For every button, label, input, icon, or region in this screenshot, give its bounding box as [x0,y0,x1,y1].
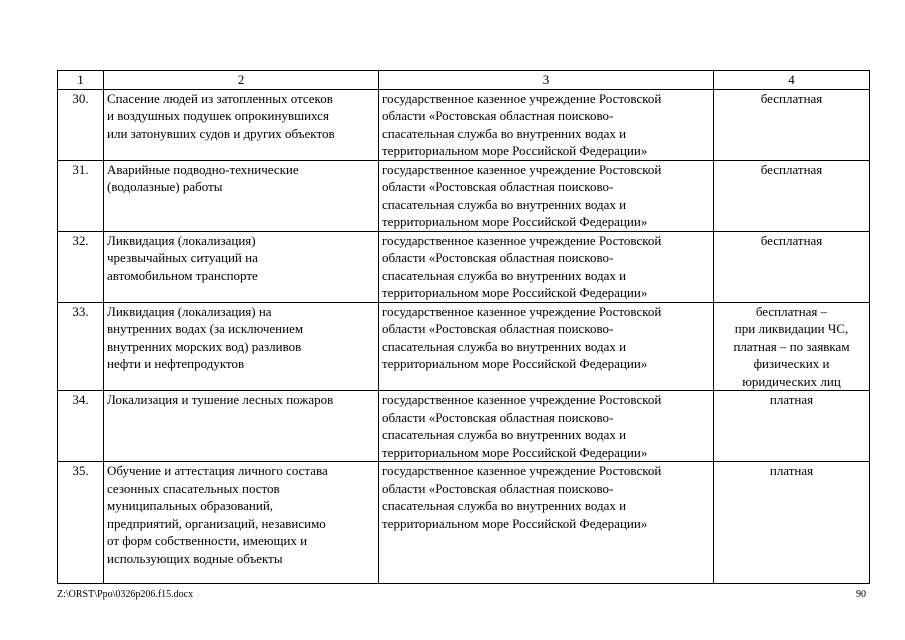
service-name-cell [104,89,379,160]
price-cell [714,231,870,302]
row-number: 35. [58,462,104,584]
column-header-1: 1 [58,71,104,90]
service-line: Аварийные подводно-технические [107,161,299,177]
service-line: внутренних морских вод) разливов [107,338,302,354]
provider-cell [379,231,714,302]
price-cell [714,89,870,160]
provider-line: территориальном море Российской Федерации» [382,285,648,300]
provider-line: спасательная служба во внутренних водах и [382,427,627,442]
price-line: бесплатная [760,90,823,106]
service-line: сезонных спасательных постов [107,480,280,496]
provider-line: спасательная служба во внутренних водах и [382,267,627,283]
service-line: Локализация и тушение лесных пожаров [107,392,334,407]
service-line: чрезвычайных ситуаций на [107,250,258,265]
service-line: использующих водные объекты [107,550,283,566]
service-name-cell [104,462,379,584]
provider-line: спасательная служба во внутренних водах и [382,498,627,513]
price-line: юридических лиц [742,373,841,389]
provider-line: спасательная служба во внутренних водах и [382,125,627,141]
column-header-4: 4 [714,71,870,90]
provider-cell [379,89,714,160]
table-row [58,231,870,302]
price-line: платная – по заявкам [733,338,850,354]
service-name-cell [104,160,379,231]
price-cell [714,462,870,584]
price-line: бесплатная [760,161,823,177]
provider-line: области «Ростовская областная поисково- [382,179,614,194]
row-number: 33. [58,302,104,391]
row-number: 34. [58,391,104,462]
service-line: Ликвидация (локализация) на [107,303,272,319]
service-line: и воздушных подушек опрокинувшихся [107,108,329,123]
service-name-cell [104,302,379,391]
provider-line: спасательная служба во внутренних водах и [382,196,627,212]
provider-line: территориальном море Российской Федерации» [382,444,648,460]
services-table [57,70,870,584]
provider-line: области «Ростовская областная поисково- [382,321,614,336]
service-line: или затонувших судов и других объектов [107,125,335,141]
table-body [58,89,870,584]
provider-line: области «Ростовская областная поисково- [382,250,614,265]
price-cell [714,391,870,462]
price-line: платная [769,392,814,407]
service-line: нефти и нефтепродуктов [107,356,245,371]
provider-line: государственное казенное учреждение Ростовской [382,90,662,106]
provider-line: территориальном море Российской Федерации» [382,515,648,531]
price-line: бесплатная – [755,303,828,319]
table-row [58,462,870,584]
provider-cell [379,391,714,462]
price-cell [714,160,870,231]
table-row [58,302,870,391]
provider-line: территориальном море Российской Федерации» [382,356,648,371]
row-number: 30. [58,89,104,160]
column-header-3: 3 [379,71,714,90]
provider-line: территориальном море Российской Федерации» [382,143,648,158]
provider-line: территориальном море Российской Федерации» [382,214,648,229]
provider-line: государственное казенное учреждение Ростовской [382,161,662,177]
service-line: муниципальных образований, [107,498,274,513]
provider-cell [379,160,714,231]
price-line: бесплатная [760,232,823,248]
provider-line: государственное казенное учреждение Ростовской [382,232,662,248]
provider-line: области «Ростовская областная поисково- [382,108,614,123]
service-line: (водолазные) работы [107,179,223,194]
table-row [58,160,870,231]
row-number: 32. [58,231,104,302]
service-name-cell [104,231,379,302]
provider-line: области «Ростовская областная поисково- [382,480,614,496]
price-cell [714,302,870,391]
price-line: платная [769,463,814,478]
provider-line: спасательная служба во внутренних водах и [382,338,627,354]
provider-line: государственное казенное учреждение Ростовской [382,463,662,478]
price-line: при ликвидации ЧС, [734,321,849,336]
footer-page-number: 90 [856,589,866,600]
header-row [58,71,870,90]
service-line: Спасение людей из затопленных отсеков [107,90,333,106]
row-number: 31. [58,160,104,231]
table-row [58,391,870,462]
service-line: предприятий, организаций, независимо [107,515,326,531]
table-row [58,89,870,160]
service-line: от форм собственности, имеющих и [107,533,308,548]
service-line: автомобильном транспорте [107,267,258,283]
service-line: внутренних водах (за исключением [107,321,304,336]
service-line: Обучение и аттестация личного состава [107,463,328,478]
footer-file-path: Z:\ORST\Ppo\0326p206.f15.docx [57,589,194,600]
provider-cell [379,302,714,391]
column-header-2: 2 [104,71,379,90]
provider-line: государственное казенное учреждение Ростовской [382,392,662,407]
provider-cell [379,462,714,584]
provider-line: области «Ростовская областная поисково- [382,409,614,425]
service-name-cell [104,391,379,462]
price-line: физических и [753,356,830,371]
service-line: Ликвидация (локализация) [107,232,256,248]
provider-line: государственное казенное учреждение Ростовской [382,303,662,319]
